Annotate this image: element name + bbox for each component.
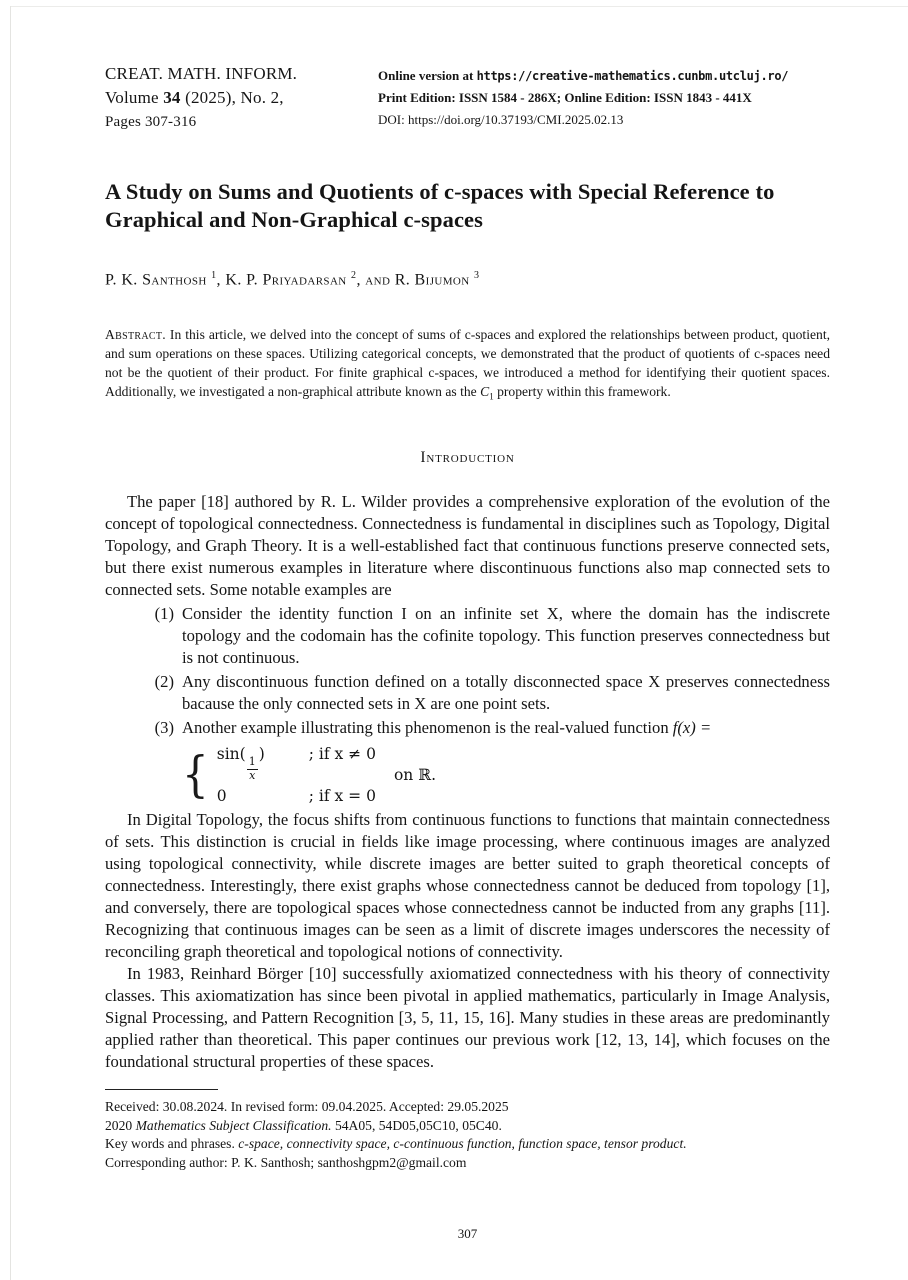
author-separator-1: ,	[216, 271, 226, 289]
online-version-label: Online version at	[378, 68, 477, 83]
author-1-affiliation-ref: 1	[211, 270, 217, 281]
author-3-affiliation-ref: 3	[474, 270, 480, 281]
list-item-marker: (1)	[154, 604, 174, 624]
keywords-line	[105, 1135, 830, 1154]
authors-line	[105, 270, 830, 289]
case-1-expression	[217, 743, 309, 782]
examples-list	[105, 603, 830, 809]
list-item-text: Any discontinuous function defined on a totally disconnected space X preserves connectedness bacause the only connected sets in X are one point sets.	[182, 672, 830, 714]
list-item	[105, 603, 830, 669]
corresponding-author-email[interactable]: santhoshgpm2@gmail.com	[317, 1154, 467, 1170]
fraction-denominator: x	[249, 768, 256, 782]
author-separator-2: , and	[356, 271, 395, 289]
msc-codes: 54A05, 54D05,05C10, 05C40.	[331, 1117, 502, 1133]
page-number: 307	[457, 1226, 478, 1241]
author-2-affiliation-ref: 2	[351, 270, 357, 281]
list-item-3-text: Another example illustrating this phenomenon is the real-valued function	[182, 718, 673, 738]
msc-year: 2020	[105, 1117, 136, 1133]
abstract-c1-subscript: 1	[489, 392, 494, 403]
case-2-expression: 0	[216, 787, 227, 806]
keywords-list: c-space, connectivity space, c-continuous function, function space, tensor product.	[238, 1136, 687, 1152]
volume-prefix: Volume	[105, 88, 164, 107]
left-brace-symbol: {	[182, 746, 209, 803]
online-version-line	[378, 65, 830, 87]
introduction-paragraph-1: The paper [18] authored by R. L. Wilder provides a comprehensive exploration of the evolution of the concept of topological connectedness. Connectedness is fundamental in disciplines such as Topology, Digital Topology, and Graph Theory. It is a well-established fact that continuous functions preserve connected sets, but there exist numerous examples in literature where discontinuous functions also map connected sets to connected sets. Some notable examples are	[105, 492, 830, 600]
abstract-c1-symbol: C	[480, 384, 490, 400]
list-item-3-math: f(x) =	[672, 718, 712, 738]
corresponding-author-line	[105, 1154, 830, 1173]
msc-label: Mathematics Subject Classification.	[135, 1117, 332, 1133]
equation-domain: on ℝ.	[393, 766, 437, 785]
abstract-label: Abstract.	[105, 327, 166, 343]
doi-line[interactable]: DOI: https://doi.org/10.37193/CMI.2025.02.13	[378, 112, 624, 127]
introduction-paragraph-2: In Digital Topology, the focus shifts from continuous functions to functions that maintain connectedness of sets. This distinction is crucial in fields like image processing, where continuous images are analyzed using topological connectivity, while discrete images are better suited to graph theoretical concepts of connectedness. Interestingly, there exist graphs whose connectedness cannot be deduced from topology [1], and conversely, there are topological spaces whose connectedness cannot be inducted from any graphs [11]. Recognizing that continuous images can be seen as a limit of discrete images underscores the necessity of reconciling graph theoretical and topological notions of connectivity.	[105, 810, 830, 962]
equation-case-2	[217, 785, 376, 807]
sin-prefix: sin(	[216, 745, 246, 764]
author-3: R. Bijumon	[394, 271, 474, 289]
list-item-marker: (3)	[154, 718, 174, 738]
keywords-label: Key words and phrases.	[105, 1136, 239, 1152]
sin-suffix: )	[258, 745, 265, 764]
fraction-numerator: 1	[248, 755, 256, 769]
online-version-url[interactable]: https://creative-mathematics.cunbm.utcluj.ro/	[476, 69, 789, 83]
footnote-block	[105, 1089, 830, 1172]
abstract-text-after: property within this framework.	[493, 384, 671, 400]
list-item	[105, 717, 830, 809]
abstract-text-before: In this article, we delved into the concept of sums of c-spaces and explored the relationships between product, quotient, and sum operations on these spaces. Utilizing categorical concepts, we demonstrated that the product of quotients of c-spaces need not be the quotient of their product. For finite graphical c-spaces, we introduced a method for identifying their quotient spaces. Additionally, we investigated a non-graphical attribute known as the	[105, 327, 830, 400]
case-2-condition: ; if x = 0	[308, 787, 376, 806]
list-item-text: Consider the identity function I on an infinite set X, where the domain has the indiscrete topology and the codomain has the cofinite topology. This function preserves connectedness but is not continuous.	[182, 604, 830, 668]
case-1-condition: ; if x ≠ 0	[308, 745, 376, 764]
author-2: K. P. Priyadarsan	[225, 271, 352, 289]
equation-case-1	[217, 743, 376, 782]
paper-title: A Study on Sums and Quotients of c-spaces with Special Reference to Graphical and Non-Graphical c-spaces	[105, 179, 775, 232]
volume-suffix: (2025), No. 2,	[180, 88, 284, 107]
journal-header	[105, 62, 830, 134]
list-item-marker: (2)	[154, 672, 174, 692]
author-1: P. K. Santhosh	[105, 271, 212, 289]
section-heading-introduction: Introduction	[420, 449, 515, 467]
volume-number: 34	[163, 88, 181, 107]
corresponding-author-prefix: Corresponding author: P. K. Santhosh;	[105, 1154, 318, 1170]
list-item	[105, 671, 830, 715]
msc-line	[105, 1117, 830, 1136]
fraction-1-over-x	[247, 756, 258, 782]
journal-info-left	[105, 62, 297, 134]
footnote-rule	[105, 1089, 218, 1090]
introduction-paragraph-3: In 1983, Reinhard Börger [10] successfully axiomatized connectedness with his theory of connectivity classes. This axiomatization has since been pivotal in applied mathematics, particularly in Image Analysis, Signal Processing, and Pattern Recognition [3, 5, 11, 15, 16]. Many studies in these areas are predominantly applied rather than theoretical. This paper continues our previous work [12, 13, 14], which focuses on the foundational structural properties of these spaces.	[105, 964, 830, 1072]
equation-cases	[217, 743, 376, 807]
journal-info-right	[378, 62, 830, 131]
issn-line: Print Edition: ISSN 1584 - 286X; Online Edition: ISSN 1843 - 441X	[378, 90, 752, 105]
piecewise-equation	[182, 743, 830, 807]
journal-volume-line	[105, 86, 297, 110]
journal-name: CREAT. MATH. INFORM.	[105, 64, 298, 83]
journal-pages: Pages 307-316	[105, 114, 197, 130]
received-line: Received: 30.08.2024. In revised form: 09.04.2025. Accepted: 29.05.2025	[105, 1099, 509, 1115]
list-item-text	[182, 717, 830, 809]
abstract	[105, 325, 830, 407]
